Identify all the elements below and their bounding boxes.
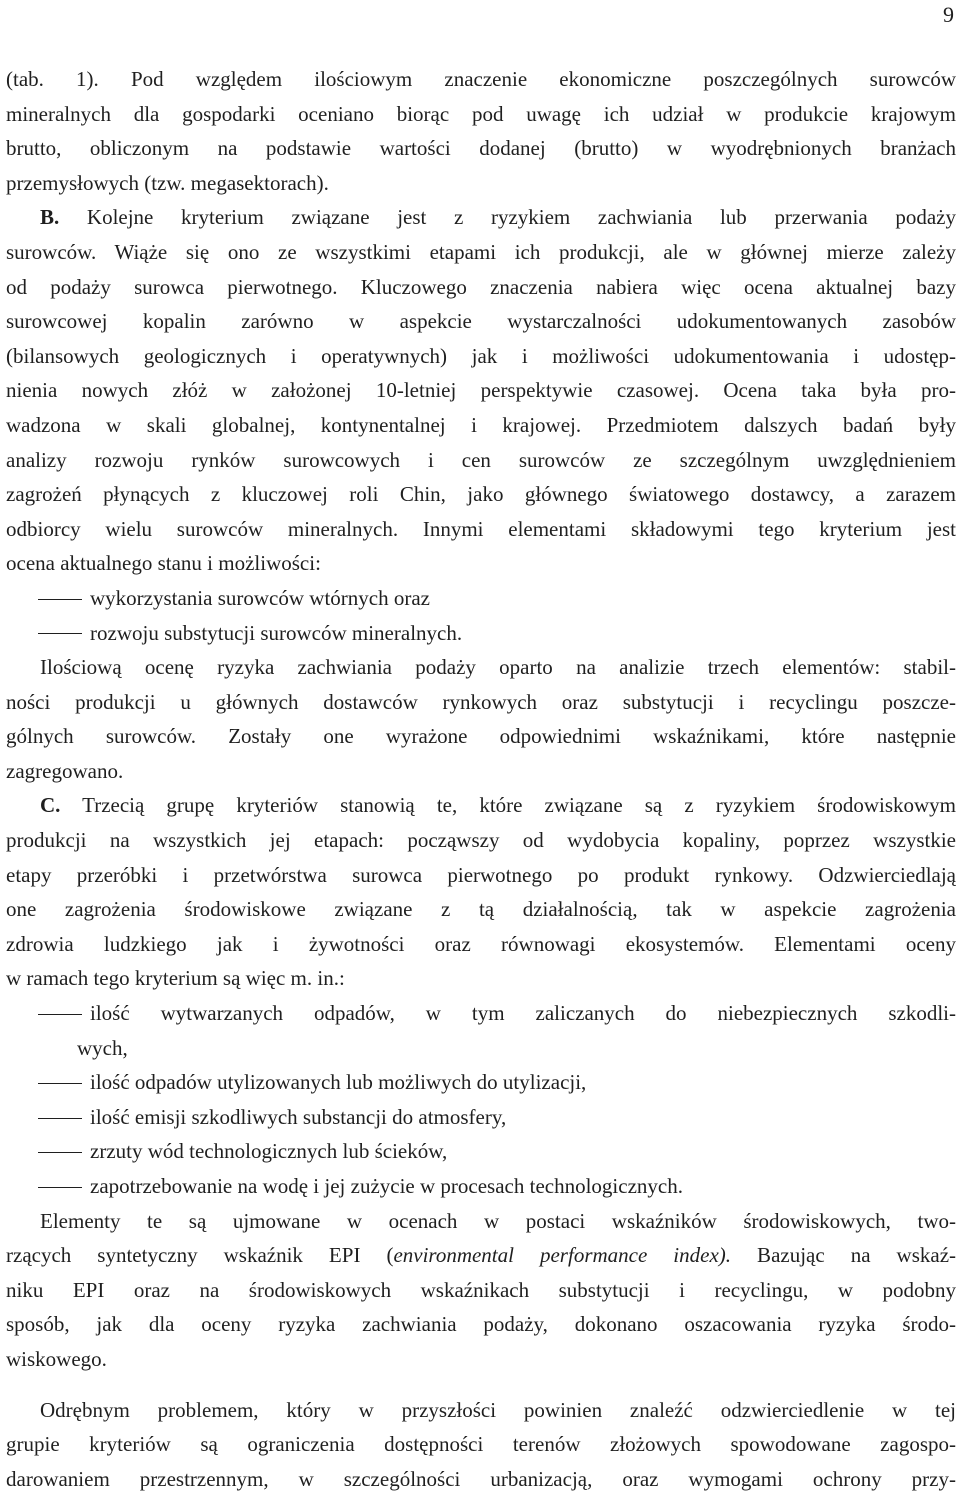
text-line: (bilansowych geologicznych i operatywnych) jak i możliwości udokumentowania i udostęp- <box>6 343 956 368</box>
section-b-line <box>6 200 956 235</box>
page-number: 9 <box>943 2 954 27</box>
list-item <box>6 581 956 616</box>
list-item-text: zapotrzebowanie na wodę i jej zużycie w procesach technologicznych. <box>90 1174 683 1198</box>
text-line: przemysłowych (tzw. megasektorach). <box>6 170 329 195</box>
dash-bullet <box>38 1083 82 1084</box>
text-span: rzących syntetyczny wskaźnik EPI ( <box>6 1243 394 1268</box>
dash-bullet <box>38 1187 82 1188</box>
text-line: Odrębnym problemem, który w przyszłości powinien znaleźć odzwierciedlenie w tej <box>40 1397 956 1422</box>
list-item-text: ilość wytwarzanych odpadów, w tym zaliczanych do niebezpiecznych szkodli- <box>90 1001 956 1026</box>
text-line: w ramach tego kryterium są więc m. in.: <box>6 966 345 991</box>
list-item <box>6 996 956 1031</box>
list-item <box>6 616 956 651</box>
text-line: gólnych surowców. Zostały one wyrażone odpowiednimi wskaźnikami, które następnie <box>6 724 956 749</box>
list-item <box>6 1134 956 1169</box>
text-line: surowcowej kopalin zarówno w aspekcie wystarczalności udokumentowanych zasobów <box>6 309 956 334</box>
text-line: grupie kryteriów są ograniczenia dostępności terenów złożowych spowodowane zagospo- <box>6 1432 956 1457</box>
text-line: nienia nowych złóż w założonej 10-letniej perspektywie czasowej. Ocena taka była pro- <box>6 378 956 403</box>
text-line: one zagrożenia środowiskowe związane z tą działalnością, tak w aspekcie zagrożenia <box>6 897 956 922</box>
text-line: od podaży surowca pierwotnego. Kluczowego znaczenia nabiera więc ocena aktualnej bazy <box>6 274 956 299</box>
text-line: analizy rozwoju rynków surowcowych i cen surowców ze szczególnym uwzględnieniem <box>6 447 956 472</box>
text-span: Kolejne kryterium związane jest z ryzykiem zachwiania lub przerwania podaży <box>86 205 956 230</box>
dash-bullet <box>38 1152 82 1153</box>
text-line: darowaniem przestrzennym, w szczególności urbanizacją, oraz wymogami ochrony przy- <box>6 1466 956 1491</box>
text-line: wadzona w skali globalnej, kontynentalnej i krajowej. Przedmiotem dalszych badań były <box>6 412 956 437</box>
text-line: wiskowego. <box>6 1346 107 1371</box>
section-c-line <box>6 788 956 823</box>
text-line: ocena aktualnego stanu i możliwości: <box>6 551 321 576</box>
document-body <box>6 62 956 1496</box>
text-line: niku EPI oraz na środowiskowych wskaźnikach substytucji i recyclingu, w podobny <box>6 1277 956 1302</box>
paragraph-gap <box>6 1377 956 1393</box>
text-line: surowców. Wiąże się ono ze wszystkimi etapami ich produkcji, ale w głównej mierze zależy <box>6 239 956 264</box>
text-line: (tab. 1). Pod względem ilościowym znaczenie ekonomiczne poszczególnych surowców <box>6 67 956 91</box>
text-line: sposób, jak dla oceny ryzyka zachwiania podaży, dokonano oszacowania ryzyka środo- <box>6 1312 956 1337</box>
dash-bullet <box>38 1118 82 1119</box>
italic-term: environmental performance index). <box>393 1243 732 1268</box>
text-line: odbiorcy wielu surowców mineralnych. Innymi elementami składowymi tego kryterium jest <box>6 516 956 541</box>
section-marker-b: B. <box>40 205 60 230</box>
list-item-text: ilość emisji szkodliwych substancji do atmosfery, <box>90 1104 507 1129</box>
dash-bullet <box>38 633 82 634</box>
text-line: mineralnych dla gospodarki oceniano biorąc pod uwagę ich udział w produkcie krajowym <box>6 101 956 126</box>
list-item-continuation: wych, <box>77 1035 128 1060</box>
section-marker-c: C. <box>40 793 61 818</box>
text-span: Bazując na wskaź- <box>731 1243 956 1268</box>
text-line-mixed <box>6 1238 956 1273</box>
dash-bullet <box>38 599 82 600</box>
text-line: zagregowano. <box>6 758 124 783</box>
text-line: Elementy te są ujmowane w ocenach w postaci wskaźników środowiskowych, two- <box>40 1208 956 1233</box>
list-item <box>6 1169 956 1204</box>
list-item <box>6 1100 956 1135</box>
text-line: Ilościową ocenę ryzyka zachwiania podaży oparto na analizie trzech elementów: stabil- <box>40 655 956 680</box>
list-item <box>6 1065 956 1100</box>
list-item-text: zrzuty wód technologicznych lub ścieków, <box>90 1139 448 1164</box>
text-line: etapy przeróbki i przetwórstwa surowca pierwotnego po produkt rynkowy. Odzwierciedlają <box>6 862 956 887</box>
text-line: produkcji na wszystkich jej etapach: począwszy od wydobycia kopaliny, poprzez wszystkie <box>6 828 956 853</box>
list-item-text: rozwoju substytucji surowców mineralnych. <box>90 620 463 645</box>
list-item-text: wykorzystania surowców wtórnych oraz <box>90 585 430 610</box>
dash-bullet <box>38 1014 82 1015</box>
text-line: zdrowia ludzkiego jak i żywotności oraz równowagi ekosystemów. Elementami oceny <box>6 931 956 956</box>
text-line: ności produkcji u głównych dostawców rynkowych oraz substytucji i recyclingu poszcze- <box>6 689 956 714</box>
text-line: brutto, obliczonym na podstawie wartości dodanej (brutto) w wyodrębnionych branżach <box>6 136 956 161</box>
text-line: zagrożeń płynących z kluczowej roli Chin, jako głównego światowego dostawcy, a zarazem <box>6 482 956 507</box>
list-item-text: ilość odpadów utylizowanych lub możliwych do utylizacji, <box>90 1070 587 1095</box>
text-span: Trzecią grupę kryteriów stanowią te, które związane są z ryzykiem środowiskowym <box>82 793 956 818</box>
